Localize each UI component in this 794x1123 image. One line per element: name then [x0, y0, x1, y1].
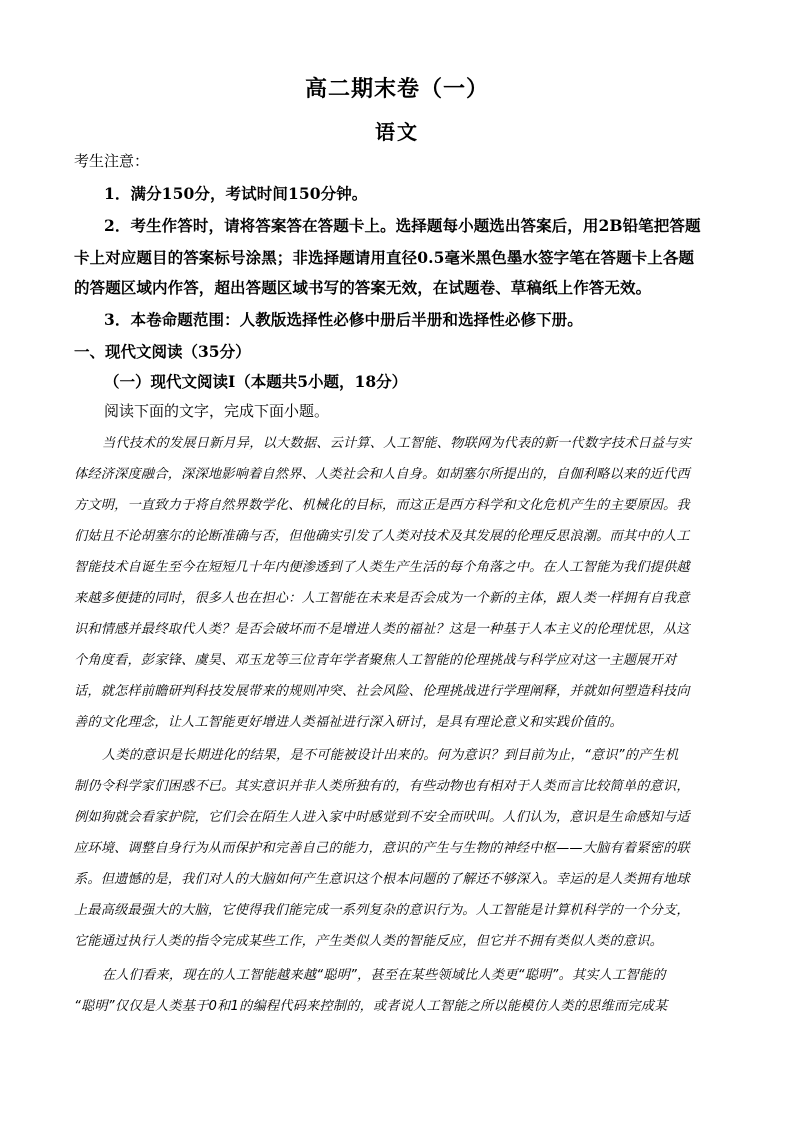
section-subheading: （一）现代文阅读Ⅰ（本题共5小题，18分）	[104, 372, 408, 391]
notice-line-3: 卡上对应题目的答案标号涂黑；非选择题请用直径0.5毫米黑色墨水签字笔在答题卡上各题	[74, 248, 695, 267]
passage-line: 方文明，一直致力于将自然界数学化、机械化的目标，而这正是西方科学和文化危机产生的主要原因。我	[74, 498, 690, 513]
passage-line: 当代技术的发展日新月异，以大数据、云计算、人工智能、物联网为代表的新一代数字技术日益与实	[102, 436, 692, 451]
passage-line: 来越多便捷的同时，很多人也在担心：人工智能在未来是否会成为一个新的主体，跟人类一样拥有自我意	[74, 591, 690, 606]
notice-line-1: 1．满分150分，考试时间150分钟。	[104, 184, 368, 203]
passage-line: 们姑且不论胡塞尔的论断准确与否，但他确实引发了人类对技术及其发展的伦理反思浪潮。而其中的人工	[74, 529, 690, 544]
passage-line: 例如狗就会看家护院，它们会在陌生人进入家中时感觉到不安全而吠叫。人们认为，意识是生命感知与适	[74, 810, 690, 825]
passage-line: 识和情感并最终取代人类？是否会破坏而不是增进人类的福祉？这是一种基于人本主义的伦理忧思，从这	[74, 622, 690, 637]
passage-line: 应环境、调整自身行为从而保护和完善自己的能力，意识的产生与生物的神经中枢——大脑有着紧密的联	[74, 841, 690, 856]
subject-title: 语文	[375, 120, 419, 144]
section-heading: 一、现代文阅读（35分）	[74, 342, 251, 361]
passage-line: “聪明”仅仅是人类基于0和1的编程代码来控制的，或者说人工智能之所以能模仿人类的思维而完成某	[74, 999, 668, 1014]
notice-heading: 考生注意：	[74, 152, 150, 170]
notice-line-5: 3．本卷命题范围：人教版选择性必修中册后半册和选择性必修下册。	[104, 310, 583, 329]
reading-instruction: 阅读下面的文字，完成下面小题。	[104, 402, 330, 420]
passage-line: 系。但遗憾的是，我们对人的大脑如何产生意识这个根本问题的了解还不够深入。幸运的是人类拥有地球	[74, 872, 690, 887]
passage-line: 制仍令科学家们困惑不已。其实意识并非人类所独有的，有些动物也有相对于人类而言比较简单的意识，	[74, 779, 690, 794]
passage-line: 话，就怎样前瞻研判科技发展带来的规则冲突、社会风险、伦理挑战进行学理阐释，并就如何塑造科技向	[74, 684, 690, 699]
notice-line-4: 的答题区域内作答，超出答题区域书写的答案无效，在试题卷、草稿纸上作答无效。	[74, 278, 652, 297]
passage-line: 善的文化理念，让人工智能更好增进人类福祉进行深入研讨，是具有理论意义和实践价值的。	[74, 715, 623, 730]
passage-line: 人类的意识是长期进化的结果，是不可能被设计出来的。何为意识？到目前为止，“意识”的产生机	[102, 748, 679, 763]
exam-title: 高二期末卷（一）	[304, 76, 489, 102]
passage-line: 体经济深度融合，深深地影响着自然界、人类社会和人自身。如胡塞尔所提出的，自伽利略以来的近代西	[74, 467, 690, 482]
notice-line-2: 2．考生作答时，请将答案答在答题卡上。选择题每小题选出答案后，用2B铅笔把答题	[104, 216, 701, 235]
passage-line: 智能技术自诞生至今在短短几十年内便渗透到了人类生产生活的每个角落之中。在人工智能为我们提供越	[74, 560, 690, 575]
passage-line: 它能通过执行人类的指令完成某些工作，产生类似人类的智能反应，但它并不拥有类似人类的意识。	[74, 934, 664, 949]
passage-line: 个角度看，彭家锋、虞昊、邓玉龙等三位青年学者聚焦人工智能的伦理挑战与科学应对这一主题展开对	[74, 653, 677, 668]
passage-line: 上最高级最强大的大脑，它使得我们能完成一系列复杂的意识行为。人工智能是计算机科学的一个分支，	[74, 903, 690, 918]
passage-line: 在人们看来，现在的人工智能越来越“聪明”，甚至在某些领域比人类更“聪明”。其实人工智能的	[102, 968, 666, 983]
